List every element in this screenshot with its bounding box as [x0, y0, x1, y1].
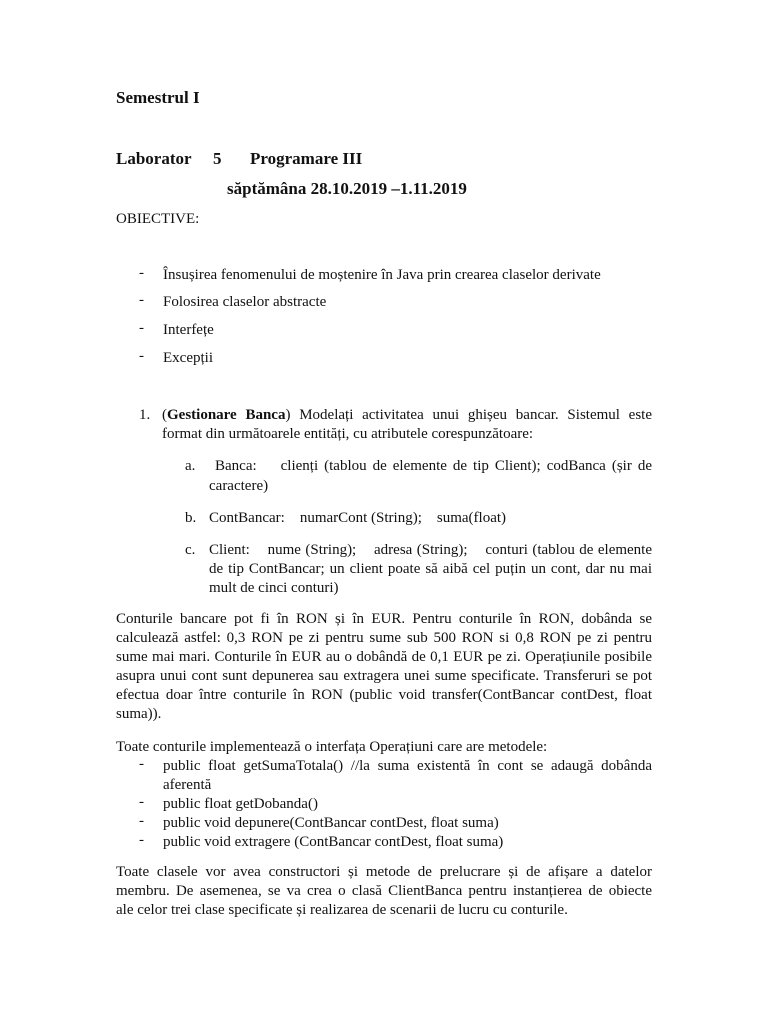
entity-b-line-1: ContBancar: numarCont (String); suma(float) — [209, 510, 507, 526]
course-title: Programare III — [250, 149, 363, 168]
paragraph-line: ale celor trei clase specificate și realizarea de scenarii de lucru cu conturile. — [116, 902, 568, 918]
entity-a-line-1: Banca: clienți (tablou de elemente de tip Client); codBanca (șir de — [209, 458, 652, 474]
entity-c-line-2: de tip ContBancar; un client poate să aibă cel puțin un cont, dar nu mai — [209, 561, 652, 577]
bullet-dash: - — [139, 813, 144, 829]
paragraph-line: membru. De asemenea, se va crea o clasă ClientBanca pentru instanțierea de obiecte — [116, 883, 652, 899]
entity-letter: c. — [185, 542, 196, 558]
bullet-dash: - — [139, 794, 144, 810]
bullet-dash: - — [139, 756, 144, 772]
method-item: public float getSumaTotala() //la suma existentă în cont se adaugă dobânda — [163, 758, 652, 774]
method-item: public void depunere(ContBancar contDest, float suma) — [163, 815, 499, 831]
interface-intro: Toate conturile implementează o interfața Operațiuni care are metodele: — [116, 739, 548, 755]
entity-c-line-1: Client: nume (String); adresa (String); conturi (tablou de elemente — [209, 542, 652, 558]
bullet-dash: - — [139, 292, 144, 308]
method-item-cont: aferentă — [163, 777, 212, 793]
paragraph-line: sume mai mari. Conturile în EUR au o dobândă de 0,1 EUR pe zi. Operațiunile posibile — [116, 649, 652, 665]
paragraph-line: suma)). — [116, 706, 162, 722]
paragraph-line: calculează astfel: 0,3 RON pe zi pentru sume sub 500 RON si 0,8 RON pe zi pentru — [116, 630, 652, 646]
method-item: public float getDobanda() — [163, 796, 318, 812]
objective-item: Folosirea claselor abstracte — [163, 294, 327, 310]
entity-letter: b. — [185, 510, 197, 526]
entity-a-line-2: caractere) — [209, 478, 269, 494]
bullet-dash: - — [139, 320, 144, 336]
objective-item: Interfețe — [163, 322, 214, 338]
semester-heading: Semestrul I — [116, 88, 200, 107]
bullet-dash: - — [139, 832, 144, 848]
method-item: public void extragere (ContBancar contDest, float suma) — [163, 834, 504, 850]
task-line-2: format din următoarele entități, cu atributele corespunzătoare: — [162, 426, 534, 442]
week-heading: săptămâna 28.10.2019 –1.11.2019 — [227, 179, 467, 198]
bullet-dash: - — [139, 265, 144, 281]
bullet-dash: - — [139, 348, 144, 364]
objectives-title: OBIECTIVE: — [116, 211, 200, 227]
entity-letter: a. — [185, 458, 196, 474]
task-paren: ( — [162, 407, 167, 423]
task-line-1-rest: ) Modelați activitatea unui ghișeu bancar. Sistemul este — [285, 407, 653, 423]
lab-label: Laborator — [116, 149, 192, 168]
lab-number: 5 — [213, 149, 222, 168]
paragraph-line: Conturile bancare pot fi în RON și în EUR. Pentru conturile în RON, dobânda se — [116, 611, 652, 627]
objective-item: Excepții — [163, 350, 213, 366]
paragraph-line: efectua doar între conturile în RON (public void transfer(ContBancar contDest, float — [116, 687, 652, 703]
objective-item: Însușirea fenomenului de moștenire în Java prin crearea claselor derivate — [163, 267, 601, 283]
entity-c-line-3: mult de cinci conturi) — [209, 580, 339, 596]
task-title: Gestionare Banca — [167, 407, 286, 423]
task-line-1 — [162, 405, 652, 425]
paragraph-line: asupra unui cont sunt depunerea sau extragera unei sume specificate. Transferuri se pot — [116, 668, 652, 684]
paragraph-line: Toate clasele vor avea constructori și metode de prelucrare și de afișare a datelor — [116, 864, 652, 880]
task-number: 1. — [139, 407, 151, 423]
